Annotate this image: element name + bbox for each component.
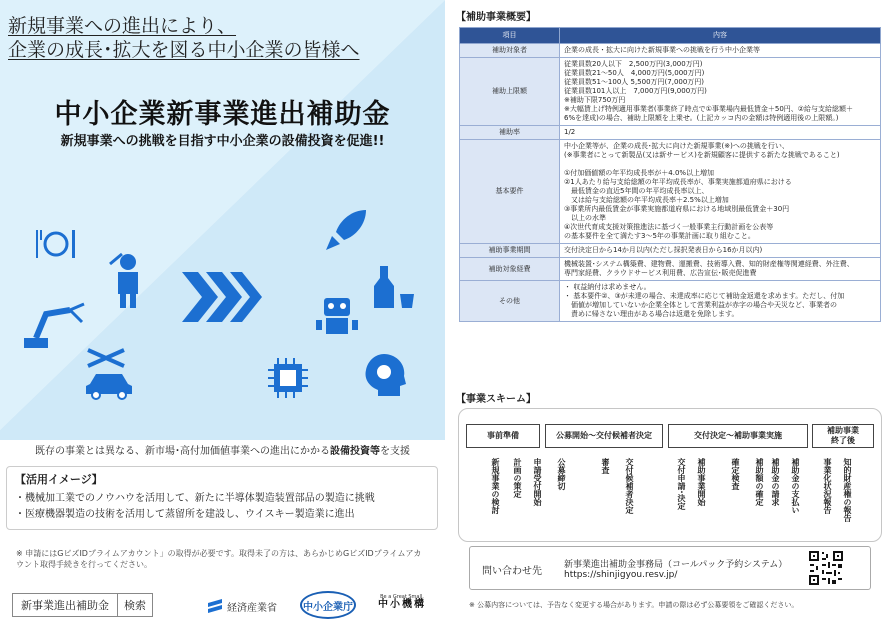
row-key: 補助上限額	[460, 58, 560, 126]
contact-box	[469, 546, 871, 590]
row-value-line: ②1人あたり給与支給総額の年平均成長率が、事業実施都道府県における	[564, 178, 792, 186]
row-key: 補助事業期間	[460, 244, 560, 258]
column-header-item: 項目	[460, 28, 560, 44]
row-key: 基本要件	[460, 140, 560, 244]
row-value-line: 交付決定日から14か月以内(ただし採択発表日から16か月以内)	[564, 246, 763, 254]
scheme-step: 新規事業の検討	[491, 458, 500, 514]
left-panel	[0, 0, 445, 629]
row-value	[560, 140, 881, 244]
table-row	[460, 281, 881, 322]
car-icon	[84, 370, 134, 400]
scheme-step: 知的財産権の報告	[843, 458, 852, 522]
scheme-step: 補助事業開始	[697, 458, 706, 506]
chip-icon	[266, 356, 310, 400]
support-text-part: 既存の事業とは異なる、新市場･高付加価値事業への進出にかかる	[35, 446, 330, 457]
fork-knife-plate-icon	[34, 226, 78, 262]
scheme-step: 審査	[601, 458, 610, 474]
meti-logo	[206, 597, 277, 615]
row-value-line: ③事業所内最低賃金が事業実施都道府県における地域別最低賃金＋30円	[564, 205, 790, 213]
row-value-line: 従業員数20人以下 2,500万円(3,000万円)	[564, 60, 703, 68]
list-item: ・ 医療機器製造の技術を活用して蒸留所を建設し、ウイスキー製造業に進出	[15, 507, 429, 523]
row-value	[560, 244, 881, 258]
smrj-logo	[378, 593, 426, 609]
row-value-line	[564, 160, 876, 169]
row-value-line: 中小企業等が、企業の成長･拡大に向けた新規事業(※)への挑戦を行い、	[564, 142, 789, 150]
page-title: 中小企業新事業進出補助金	[54, 99, 391, 130]
support-text-bold: 設備投資等	[330, 446, 380, 457]
stage-implementation: 交付決定～補助事業実施	[668, 424, 808, 448]
support-text-part: を支援	[380, 446, 410, 457]
overview-heading: 【補助事業概要】	[456, 12, 536, 23]
scheme-step: 事業化状況報告	[823, 458, 832, 514]
headline-line: 企業の成長･拡大を図る中小企業の皆様へ	[8, 39, 360, 61]
row-value-line: ※補助下限750万円	[564, 96, 626, 104]
scheme-step: 補助額の確定	[755, 458, 764, 506]
row-value-line: 価値が増加していないか企業全体として営業利益が赤字の場合や天災など、事業者の	[564, 301, 837, 309]
stage-preparation: 事前準備	[466, 424, 540, 448]
row-value-line: 以上の水準	[564, 214, 606, 222]
headline-line: 新規事業への進出により、	[8, 15, 237, 37]
row-value-line: 又は給与支給総額の年平均成長率＋2.5%以上増加	[564, 196, 729, 204]
row-key: 補助対象者	[460, 44, 560, 58]
meti-logo-text: 経済産業省	[227, 602, 277, 614]
table-row	[460, 44, 881, 58]
table-row	[460, 258, 881, 281]
row-value-line: ④次世代育成支援対策推進法に基づく一般事業主行動計画を公表等	[564, 223, 774, 231]
list-item: ・ 機械加工業でのノウハウを活用して、新たに半導体製造装置部品の製造に挑戦	[15, 491, 429, 507]
row-value	[560, 281, 881, 322]
row-value-line: 従業員数21～50人 4,000万円(5,000万円)	[564, 69, 705, 77]
disclaimer-note: ※ 公募内容については、予告なく変更する場合があります。申請の際は必ず公募要領をご確認ください。	[469, 601, 799, 609]
scheme-step: 公募締切	[557, 458, 566, 490]
footer	[0, 585, 445, 629]
smrj-name: 中小機構	[378, 599, 426, 610]
scheme-step: 交付申請･決定	[677, 458, 686, 510]
arrow-chevrons-icon	[182, 272, 262, 322]
scheme-step: 補助金の請求	[771, 458, 780, 506]
usage-image-title: 【活用イメージ】	[15, 473, 103, 486]
search-box[interactable]	[12, 593, 153, 617]
row-value-line: ①付加価値額の年平均成長率が＋4.0%以上増加	[564, 169, 715, 177]
rocket-icon	[322, 206, 370, 254]
table-row	[460, 244, 881, 258]
row-value-line: 企業の成長・拡大に向けた新規事業への挑戦を行う中小企業等	[564, 46, 760, 54]
row-value-line: 責めに帰さない理由がある場合は返還を免除します。	[564, 310, 739, 318]
row-key: 補助率	[460, 126, 560, 140]
support-text	[0, 442, 445, 457]
contact-url[interactable]: https://shinjigyou.resv.jp/	[564, 570, 678, 580]
page-subtitle: 新規事業への挑戦を目指す中小企業の設備投資を促進!!	[60, 134, 385, 149]
table-row	[460, 140, 881, 244]
row-value-line: (※事業者にとって新製品(又は新サービス)を新規顧客に提供する新たな挑戦であること)	[564, 151, 840, 159]
row-value-line: 従業員数101人以上 7,000万円(9,000万円)	[564, 87, 707, 95]
scheme-step: 申請受付開始	[533, 458, 542, 506]
usage-image-box	[6, 466, 438, 530]
ai-head-icon	[362, 352, 408, 400]
scheme-step: 交付候補者決定	[625, 458, 634, 514]
row-value	[560, 58, 881, 126]
sake-bottle-icon	[372, 262, 416, 310]
gbiz-note: ※ 申請にはGビズIDプライムアカウント」の取得が必要です。取得未了の方は、あらかじめGビズIDプライムアカウント取得手続きを行ってください。	[16, 549, 422, 569]
row-value-line: 6%を達成)の場合、補助上限額を上乗せ。(上記カッコ内の金額は特例適用後の上限額。)	[564, 114, 839, 122]
sme-agency-logo: 中小企業庁	[300, 591, 356, 619]
search-input[interactable]: 新事業進出補助金	[13, 594, 118, 616]
row-value-line: 機械装置･システム構築費、建物費、運搬費、技術導入費、知的財産権等関連経費、外注費、	[564, 260, 854, 268]
table-row	[460, 126, 881, 140]
stage-after: 補助事業 終了後	[812, 424, 874, 448]
row-value-line: 最低賃金の直近5年間の年平均成長率以上、	[564, 187, 709, 195]
headline	[8, 14, 360, 62]
stage-application: 公募開始～交付候補者決定	[545, 424, 663, 448]
row-value-line: 1/2	[564, 128, 576, 136]
row-value	[560, 44, 881, 58]
qr-code-icon[interactable]	[808, 550, 844, 586]
row-value-line: ・ 収益納付は求めません。	[564, 283, 651, 291]
row-key: 補助対象経費	[460, 258, 560, 281]
worker-icon	[108, 250, 148, 308]
scheme-step: 計画の策定	[513, 458, 522, 498]
search-button[interactable]: 検索	[124, 599, 146, 612]
meti-logo-icon	[206, 597, 224, 615]
row-value-line: 従業員数51～100人 5,500万円(7,000万円)	[564, 78, 705, 86]
scheme-step: 確定検査	[731, 458, 740, 490]
row-value	[560, 126, 881, 140]
smrj-tagline: Be a Great Small.	[380, 594, 424, 600]
contact-org: 新事業進出補助金事務局（コールパック予約システム）	[564, 560, 788, 570]
robot-icon	[314, 292, 360, 338]
scheme-step: 補助金の支払い	[791, 458, 800, 514]
contact-label: 問い合わせ先	[482, 566, 542, 577]
row-value-line: ※大幅賃上げ特例適用事業者(事業終了時点で①事業場内最低賃金＋50円、②給与支給総額＋	[564, 105, 854, 113]
row-value	[560, 258, 881, 281]
row-value-line: 専門家経費、クラウドサービス利用費、広告宣伝･販売促進費	[564, 269, 757, 277]
row-value-line: の基本要件を全て満たす3～5年の事業計画に取り組むこと。	[564, 232, 755, 240]
column-header-content: 内容	[560, 28, 881, 44]
robot-arm-icon	[24, 300, 90, 348]
row-key: その他	[460, 281, 560, 322]
table-row	[460, 58, 881, 126]
overview-table	[459, 27, 881, 322]
tools-icon	[84, 346, 128, 370]
scheme-heading: 【事業スキーム】	[456, 394, 536, 405]
row-value-line: ・ 基本要件②、③が未達の場合、未達成率に応じて補助金返還を求めます。ただし、付加	[564, 292, 845, 300]
